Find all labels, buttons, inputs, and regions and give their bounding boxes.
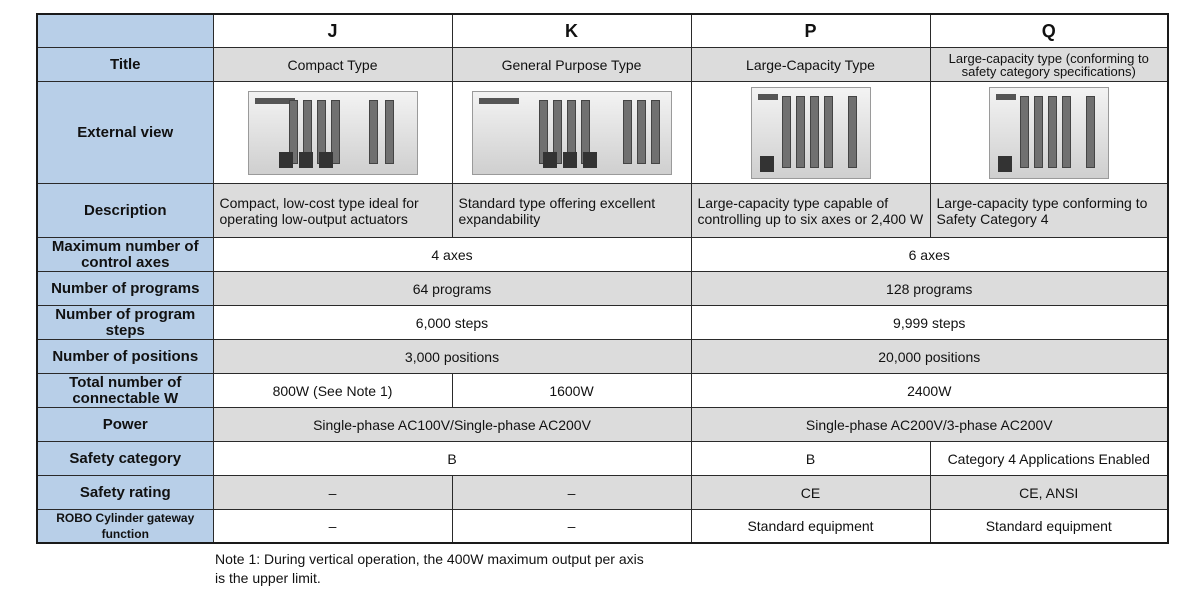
positions-jk: 3,000 positions xyxy=(213,340,691,374)
row-program-steps xyxy=(37,306,1168,340)
gateway-p: Standard equipment xyxy=(691,510,930,544)
row-label-programs: Number of programs xyxy=(37,272,213,306)
row-programs xyxy=(37,272,1168,306)
safety-rating-q: CE, ANSI xyxy=(930,476,1168,510)
row-description xyxy=(37,184,1168,238)
row-power xyxy=(37,408,1168,442)
row-safety-category xyxy=(37,442,1168,476)
row-title xyxy=(37,48,1168,82)
row-connectable-watts xyxy=(37,374,1168,408)
controller-p-image xyxy=(751,87,871,179)
column-header-p: P xyxy=(691,14,930,48)
corner-cell xyxy=(37,14,213,48)
description-q: Large-capacity type conforming to Safety Category 4 xyxy=(930,184,1168,238)
row-max-axes xyxy=(37,238,1168,272)
row-safety-rating xyxy=(37,476,1168,510)
safety-rating-p: CE xyxy=(691,476,930,510)
programs-pq: 128 programs xyxy=(691,272,1168,306)
controller-k-image xyxy=(472,91,672,175)
row-gateway-function xyxy=(37,510,1168,544)
row-external-view xyxy=(37,82,1168,184)
external-view-k xyxy=(452,82,691,184)
positions-pq: 20,000 positions xyxy=(691,340,1168,374)
steps-jk: 6,000 steps xyxy=(213,306,691,340)
controller-j-image xyxy=(248,91,418,175)
external-view-j xyxy=(213,82,452,184)
row-label-description: Description xyxy=(37,184,213,238)
column-header-q: Q xyxy=(930,14,1168,48)
safety-category-p: B xyxy=(691,442,930,476)
column-header-k: K xyxy=(452,14,691,48)
safety-rating-j: – xyxy=(213,476,452,510)
steps-pq: 9,999 steps xyxy=(691,306,1168,340)
row-label-power: Power xyxy=(37,408,213,442)
description-j: Compact, low-cost type ideal for operating low-output actuators xyxy=(213,184,452,238)
title-p: Large-Capacity Type xyxy=(691,48,930,82)
gateway-q: Standard equipment xyxy=(930,510,1168,544)
gateway-j: – xyxy=(213,510,452,544)
row-label-program-steps: Number of program steps xyxy=(37,306,213,340)
programs-jk: 64 programs xyxy=(213,272,691,306)
description-p: Large-capacity type capable of controlling up to six axes or 2,400 W xyxy=(691,184,930,238)
description-k: Standard type offering excellent expandability xyxy=(452,184,691,238)
title-j: Compact Type xyxy=(213,48,452,82)
title-q: Large-capacity type (conforming to safety category specifications) xyxy=(930,48,1168,82)
row-label-connectable-watts: Total number of connectable W xyxy=(37,374,213,408)
column-header-j: J xyxy=(213,14,452,48)
row-label-gateway-function: ROBO Cylinder gateway function xyxy=(37,510,213,544)
safety-category-jk: B xyxy=(213,442,691,476)
row-label-max-axes: Maximum number of control axes xyxy=(37,238,213,272)
max-axes-jk: 4 axes xyxy=(213,238,691,272)
row-label-safety-rating: Safety rating xyxy=(37,476,213,510)
gateway-k: – xyxy=(452,510,691,544)
power-jk: Single-phase AC100V/Single-phase AC200V xyxy=(213,408,691,442)
power-pq: Single-phase AC200V/3-phase AC200V xyxy=(691,408,1168,442)
watts-pq: 2400W xyxy=(691,374,1168,408)
max-axes-pq: 6 axes xyxy=(691,238,1168,272)
row-label-title: Title xyxy=(37,48,213,82)
footnote: Note 1: During vertical operation, the 400W maximum output per axis is the upper limit. xyxy=(215,551,644,586)
row-label-safety-category: Safety category xyxy=(37,442,213,476)
safety-category-q: Category 4 Applications Enabled xyxy=(930,442,1168,476)
controller-spec-table xyxy=(36,13,1169,544)
table-header-row xyxy=(37,14,1168,48)
watts-j: 800W (See Note 1) xyxy=(213,374,452,408)
row-label-external-view: External view xyxy=(37,82,213,184)
external-view-p xyxy=(691,82,930,184)
watts-k: 1600W xyxy=(452,374,691,408)
safety-rating-k: – xyxy=(452,476,691,510)
external-view-q xyxy=(930,82,1168,184)
title-k: General Purpose Type xyxy=(452,48,691,82)
row-positions xyxy=(37,340,1168,374)
controller-q-image xyxy=(989,87,1109,179)
row-label-positions: Number of positions xyxy=(37,340,213,374)
